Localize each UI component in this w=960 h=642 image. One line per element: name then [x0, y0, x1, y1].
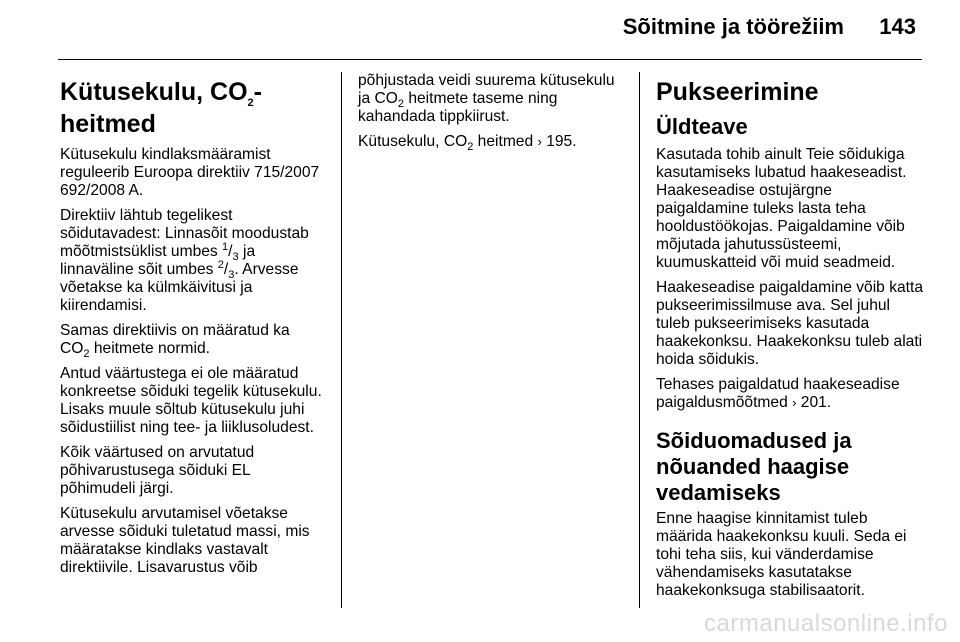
paragraph: Kütusekulu arvutamisel võetakse arvesse sõiduki tuletatud massi, mis määratakse kindlaks vastavalt direktiivile. Lisavarustus võib: [60, 505, 310, 576]
page-number: 143: [879, 14, 916, 39]
paragraph: põhjustada veidi suurema kütusekulu ja $CO_2$ heitmete taseme ning kahandada tippkiirust.: [358, 72, 615, 125]
page-header: [0, 0, 960, 60]
page-reference-link[interactable]: 195: [546, 133, 573, 150]
column-1: [60, 72, 322, 584]
towing-heading: Pukseerimine: [656, 78, 819, 106]
watermark-text: carmanualsonline.info: [704, 610, 948, 637]
header-divider: [58, 59, 922, 60]
paragraph: Haakeseadise paigaldamine võib katta pukseerimissilmuse ava. Sel juhul tuleb pukseerimiseks kasutada haakekonksu. Haakekonksu tuleb alati hoida sõidukis.: [656, 279, 923, 368]
paragraph: Enne haagise kinnitamist tuleb määrida haakekonksu kuuli. Seda ei tohi teha siis, kui vänderdamise vähendamiseks kasutatakse haakekonksuga stabilisaatorit.: [656, 510, 907, 599]
column-3: [656, 72, 924, 607]
page-reference-icon: ›: [537, 134, 542, 149]
paragraph: Samas direktiivis on määratud ka $CO_2$ heitmete normid.: [60, 322, 290, 361]
page-reference-link[interactable]: 201: [800, 394, 827, 411]
paragraph: Direktiiv lähtub tegelikest sõidutavadest: Linnasõit moodustab mõõtmistsüklist umbes $^1/_3$ ja linnaväline sõit umbes $^2/_3$. Arvesse võetakse ka külmkäivitusi ja kiirendamisi.: [60, 207, 309, 314]
column-divider-2: [639, 72, 640, 608]
trailer-driving-heading: Sõiduomadused ja nõuanded haagise vedamiseks: [656, 428, 852, 505]
paragraph: Kasutada tohib ainult Teie sõidukiga kasutamiseks lubatud haakeseadist. Haakeseadise ostujärgne paigaldamine tuleks lasta teha hooldustöökojas. Paigaldamine võib mõjutada jahutussüsteemi, kuumuskatteid või muid seadmeid.: [656, 146, 907, 271]
paragraph: Antud väärtustega ei ole määratud konkreetse sõiduki tegelik kütusekulu. Lisaks muule sõltub kütusekulu juhi sõidustiilist ning tee- ja liiklusoludest.: [60, 365, 322, 436]
paragraph: Kütusekulu kindlaksmääramist reguleerib Euroopa direktiiv 715/2007 692/2008 A.: [60, 146, 320, 199]
paragraph: Tehases paigaldatud haakeseadise paigaldusmõõtmed › 201.: [656, 376, 900, 411]
paragraph: Kütusekulu, $CO_2$ heitmed › 195.: [358, 133, 577, 154]
column-divider-1: [341, 72, 342, 608]
section-title: Sõitmine ja töörežiim: [622, 14, 844, 39]
general-info-heading: Üldteave: [656, 114, 748, 139]
paragraph: Kõik väärtused on arvutatud põhivarustusega sõiduki EL põhimudeli järgi.: [60, 444, 255, 497]
column-2: [358, 72, 620, 158]
fuel-consumption-heading: Kütusekulu, $CO_2$-heitmed: [60, 78, 262, 138]
page-reference-icon: ›: [792, 395, 797, 410]
